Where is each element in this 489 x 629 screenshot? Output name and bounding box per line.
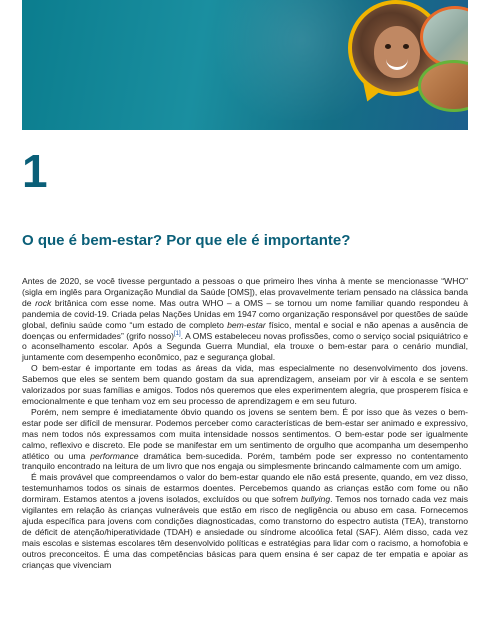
- smile: [386, 58, 408, 70]
- eye-right: [403, 44, 409, 49]
- paragraph-1: Antes de 2020, se você tivesse perguntado a pessoas o que primeiro lhes vinha à mente se mencionasse “WHO” (sigla em inglês para Organização Mundial da Saúde [OMS]), elas provavelmente teriam pensado na clássica banda de rock britânica com esse nome. Mas outra WHO – a OMS – se tornou um nome familiar quando respondeu à pandemia de covid-19. Criada pelas Nações Unidas em 1947 como organização responsável por questões de saúde global, definiu saúde como “um estado de completo bem-estar físico, mental e social e não apenas a ausência de doenças ou enfermidades” (grifo nosso)[1]. A OMS estabeleceu novas profissões, como o serviço social psiquiátrico e o aconselhamento escolar. Após a Segunda Guerra Mundial, ela trouxe o bem-estar para o cenário mundial, juntamente com desempenho econômico, paz e segurança global.: [22, 276, 468, 363]
- paragraph-4: É mais provável que compreendamos o valor do bem-estar quando ele não está presente, quando, em vez disso, testemunhamos todos os sinais de estarmos doentes. Percebemos quando as crianças estão com fome ou não dormiram. Estamos atentos a jovens isolados, excluídos ou que sofrem bullying. Temos nos tornado cada vez mais vigilantes em relação às crianças vulneráveis que estão em risco de negligência ou abuso em casa. Fornecemos ajuda específica para jovens com condições diagnosticadas, como transtorno do espectro autista (TEA), transtorno de déficit de atenção/hiperatividade (TDAH) e ansiedade ou síndrome alcoólica fetal (SAF). Além disso, cada vez mais escolas e sistemas escolares têm desenvolvido políticas e estratégias para lidar com o racismo, a homofobia e outros preconceitos. É uma das competências básicas para quem ensina é ser capaz de ter empatia e apoiar as crianças que vivenciam: [22, 472, 468, 570]
- chapter-number: 1: [22, 145, 48, 197]
- eye-left: [385, 44, 391, 49]
- child-face: [374, 26, 420, 78]
- paragraph-3: Porém, nem sempre é imediatamente óbvio quando os jovens se sentem bem. É por isso que às vezes o bem-estar pode ser difícil de mensurar. Podemos perceber como características de bem-estar ser animado e expressivo, mas nem todos nós expressamos com muita intensidade nossos sentimentos. O bem-estar pode ser igualmente calmo, reflexivo e discreto. Ele pode se manifestar em um sentimento de orgulho que acompanha um desempenho atlético ou uma performance dramática bem-sucedida. Porém, também pode ser expresso no contentamento tranquilo encontrado na leitura de um livro que nos engaja ou simplesmente brincando calmamente com um amigo.: [22, 406, 469, 472]
- header-banner: [22, 0, 468, 130]
- paragraph-2: O bem-estar é importante em todas as áreas da vida, mas especialmente no desenvolvimento dos jovens. Sabemos que eles se sentem bem quando gostam da sua aprendizagem, anseiam por vir à escola e se sentem valorizados por suas famílias e amigos. Todos nós queremos que eles experimentem alegria, que prosperem física e emocionalmente e que tenham voz em seu processo de aprendizagem e em seu futuro.: [22, 363, 468, 406]
- footnote-link[interactable]: [1]: [174, 330, 181, 337]
- chapter-title: O que é bem-estar? Por que ele é importante?: [22, 232, 351, 249]
- body-text: [22, 276, 468, 570]
